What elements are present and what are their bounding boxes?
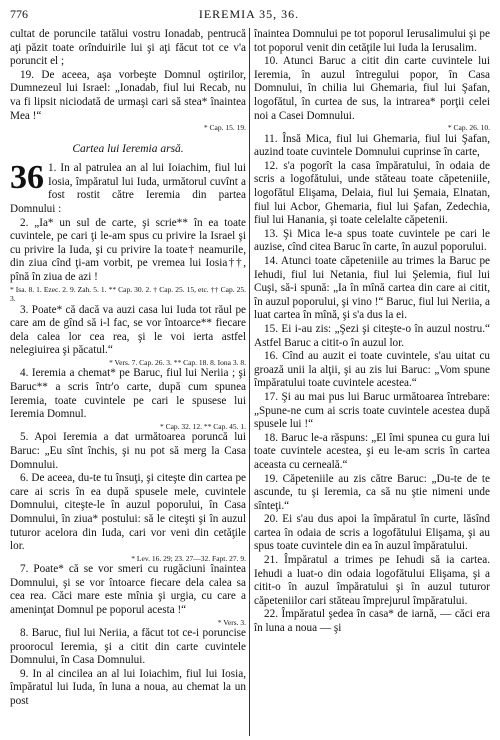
- column-divider: [249, 28, 250, 736]
- verse-19: 19. De aceea, aşa vorbeşte Domnul oştirilor, Dumnezeul lui Israel: „Ionadab, fiul lui Recab, nu va fi lipsit niciodată de urmaşi cari să stea* înaintea Mea !“: [10, 68, 246, 122]
- verse-5: 5. Apoi Ieremia a dat următoarea poruncă lui Baruc: „Eu sînt închis, şi nu pot să merg la Casa Domnului.: [10, 431, 246, 471]
- verse-9: 9. In al cincilea an al lui Ioiachim, fiul lui Iosia, împăratul lui Iuda, în luna a noua, au chemat la un post: [10, 667, 246, 708]
- verse-2: 2. „Ia* un sul de carte, şi scrie** în ea toate cuvintele, pe cari ţi le-am spus cu privire la Israel şi cu privire la Iuda, şi cu privire la toate† neamurile, din ziua cînd ţi-am vorbit, pe vremea lui Iosia††, pînă în ziua de azi !: [10, 216, 246, 283]
- cross-reference: * Cap. 32. 12. ** Cap. 45. 1.: [159, 421, 246, 431]
- cross-reference: * Vers. 7. Cap. 26. 3. ** Cap. 18. 8. Iona 3. 8.: [109, 357, 246, 367]
- section-title: Cartea lui Ieremia arsă.: [72, 142, 184, 155]
- verse-6: 6. De aceea, du-te tu însuţi, şi citeşte din cartea pe care ai scris în ea după spusele mele, cuvintele Domnului, citeşte-le în auzul poporului, în Casa Domnului, în ziua* postului: să le citeşti şi în auzul tuturor acelora din Iuda, cari vor veni din cetăţile lor.: [10, 472, 246, 553]
- running-head: IEREMIA 35, 36.: [198, 7, 300, 21]
- verse-13: 13. Şi Mica le-a spus toate cuvintele pe cari le auzise, cînd citea Baruc în carte, în auzul poporului.: [254, 227, 490, 254]
- verse-3: 3. Poate* că dacă va auzi casa lui Iuda tot răul pe care am de gînd să i-l fac, se vor întoarce** fiecare dela calea lor cea rea, şi le voi ierta astfel nelegiuirea şi păcatul.“: [10, 303, 246, 357]
- verse-7: 7. Poate* că se vor smeri cu rugăciuni înaintea Domnului, şi se vor întoarce fiecare dela calea sa cea rea. Căci mare este mînia şi urgia, cu care a ameninţat Domnul pe poporul acesta !“: [10, 563, 246, 616]
- verse-18: 18. Baruc le-a răspuns: „El îmi spunea cu gura lui toate cuvintele acestea, şi eu le-am scris în cartea aceasta cu cerneală.“: [254, 431, 490, 471]
- verse-9-continuation: înaintea Domnului pe tot poporul Ierusalimului şi pe tot poporul venit din cetăţile lui Iuda la Ierusalim.: [254, 28, 490, 54]
- verse-20: 20. Ei s'au dus apoi la împăratul în curte, lăsînd cartea în odaia de scris a logofătului Elişama, şi au spus toate cuvintele din ea în auzul împăratului.: [254, 513, 490, 553]
- right-column: [254, 28, 490, 740]
- cross-reference: * Isa. 8. 1. Ezec. 2. 9. Zah. 5. 1. ** Cap. 30. 2. † Cap. 25. 15, etc. †† Cap. 25. 3.: [10, 284, 246, 304]
- verse-10: 10. Atunci Baruc a citit din carte cuvintele lui Ieremia, în auzul întregului popor, în Casa Domnului, în chilia lui Ghemaria, fiul lui Şafan, logofătul, în curtea de sus, la intrarea* porţii celei noi a Casei Domnului.: [254, 55, 490, 122]
- page-header: [10, 6, 488, 22]
- cross-reference: * Cap. 15. 19.: [203, 123, 246, 133]
- cross-reference: * Vers. 3.: [217, 617, 246, 627]
- page-number: 776: [10, 7, 28, 21]
- verse-12: 12. s'a pogorît la casa împăratului, în odaia de scris a logofătului, unde stăteau toate căpeteniile, logofătul Elişama, Delaia, fiul lui Şemaia, Elnatan, fiul lui Acbor, Ghemaria, fiul lui Şafan, Zedechia, fiul lui Hanania, şi toate celelalte căpetenii.: [254, 159, 490, 227]
- verse-18-ending: cultat de poruncile tatălui vostru Ionadab, pentrucă aţi păzit toate orînduirile lui şi aţi făcut tot ce v'a poruncit el ;: [10, 28, 246, 68]
- verse-15: 15. Ei i-au zis: „Şezi şi citeşte-o în auzul nostru.“ Astfel Baruc a citit-o în auzul lor.: [254, 322, 490, 349]
- chapter-number: 36: [10, 159, 44, 197]
- verse-14: 14. Atunci toate căpeteniile au trimes la Baruc pe Iehudi, fiul lui Netania, fiul lui Şelemia, fiul lui Cuşi, să-i spună: „Ia în mînă cartea din care ai citit, în auzul poporului, şi vino !“ Baruc, fiul lui Neriia, a luat cartea în mînă, şi s'a dus la ei.: [254, 255, 490, 322]
- left-column: [10, 28, 246, 740]
- verse-16: 16. Cînd au auzit ei toate cuvintele, s'au uitat cu groază unii la alţii, şi au zis lui Baruc: „Vom spune împăratului toate cuvintele acestea.“: [254, 350, 490, 390]
- verse-8: 8. Baruc, fiul lui Neriia, a făcut tot ce-i poruncise proorocul Ieremia, şi a citit din carte cuvintele Domnului, în Casa Domnului.: [10, 627, 246, 667]
- verse-21: 21. Împăratul a trimes pe Iehudi să ia cartea. Iehudi a luat-o din odaia logofătului Elişama, şi a citit-o în auzul împăratului şi în auzul tuturor căpeteniilor cari stăteau împrejurul împăratului.: [254, 554, 490, 607]
- verse-19: 19. Căpeteniile au zis către Baruc: „Du-te de te ascunde, tu şi Ieremia, ca să nu ştie nimeni unde sînteţi.“: [254, 472, 490, 512]
- verse-11: 11. Însă Mica, fiul lui Ghemaria, fiul lui Şafan, auzind toate cuvintele Domnului cuprinse în carte,: [254, 132, 490, 159]
- verse-1: 1. In al patrulea an al lui Ioiachim, fiul lui Iosia, împăratul lui Iuda, următorul cuvînt a fost rostit către Ieremia din partea Domnului :: [10, 162, 246, 216]
- verse-17: 17. Şi au mai pus lui Baruc următoarea întrebare: „Spune-ne cum ai scris toate cuvintele acestea după spusele lui !“: [254, 390, 490, 431]
- cross-reference: * Lev. 16. 29; 23. 27—32. Fapt. 27. 9.: [131, 553, 246, 563]
- cross-reference: * Cap. 26. 10.: [447, 123, 490, 133]
- verse-4: 4. Ieremia a chemat* pe Baruc, fiul lui Neriia ; şi Baruc** a scris într'o carte, după cum spunea Ieremia, toate cuvintele pe cari le spusese lui Ieremia Domnul.: [10, 367, 246, 421]
- verse-22: 22. Împăratul şedea în casa* de iarnă, — căci era în luna a noua — şi: [254, 608, 490, 635]
